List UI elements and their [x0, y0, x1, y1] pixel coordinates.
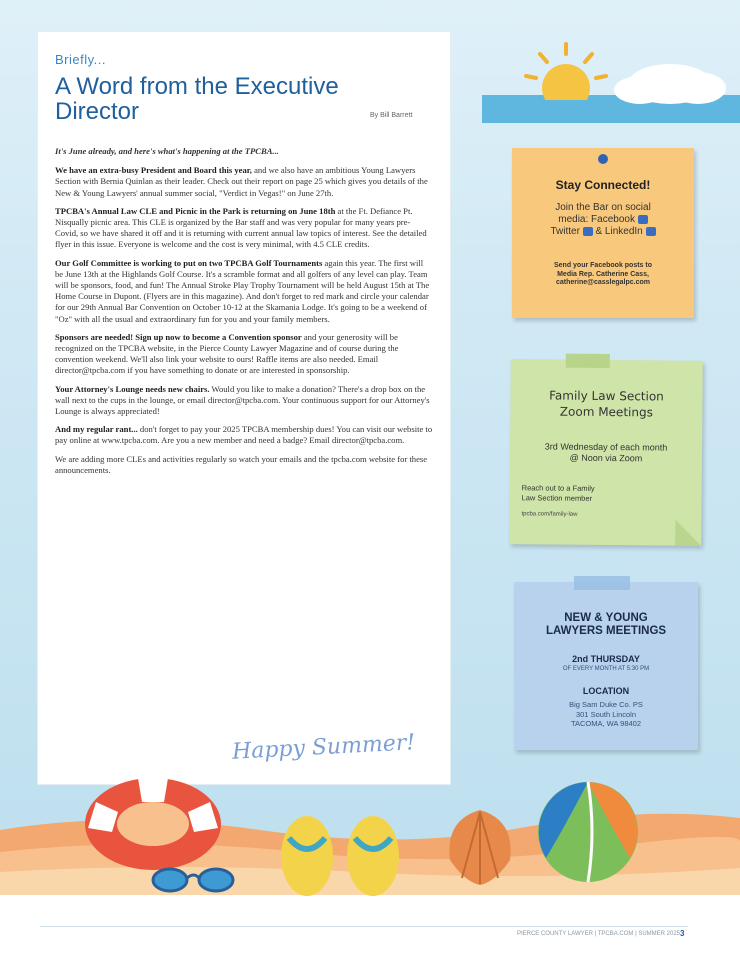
article-kicker: Briefly... — [55, 52, 106, 67]
article-byline: By Bill Barrett — [370, 112, 413, 119]
stay-connected-text: Join the Bar on social media: Facebook Twitter & LinkedIn — [526, 202, 680, 238]
tape — [566, 354, 610, 368]
page-number: 3 — [680, 929, 685, 938]
twitter-icon[interactable] — [583, 227, 593, 236]
seashell-icon — [440, 800, 520, 890]
life-ring-icon — [78, 762, 228, 872]
family-law-title: Family Law Section Zoom Meetings — [549, 388, 664, 420]
sun-icon — [520, 40, 612, 100]
stay-connected-title: Stay Connected! — [555, 178, 651, 192]
article-paragraph: Sponsors are needed! Sign up now to become a Convention sponsor and your generosity will be recognized on the TPCBA website, in the Pierce County Lawyer Magazine and of course during the convention weekend. We'll also link your website to ours! Raffle items are also needed. Email director@tpcba.com if you have something to donate or are interested in sponsorship. — [55, 331, 399, 376]
footer-rule — [40, 926, 688, 927]
facebook-icon[interactable] — [638, 215, 648, 224]
new-young-lawyers-note — [514, 582, 698, 750]
article-intro: It's June already, and here's what's happening at the TPCBA... — [55, 146, 279, 156]
beach-ball-icon — [534, 778, 642, 886]
footer-text: PIERCE COUNTY LAWYER | TPCBA.COM | SUMMER 2025 — [516, 931, 680, 937]
stay-connected-note — [512, 148, 694, 318]
pin-icon — [598, 154, 608, 164]
article-paragraph: Your Attorney's Lounge needs new chairs. Would you like to make a donation? There's a drop box on the wall next to the cups in the lounge, or email director@tpcba.com. Your continuous support for our Attorney's Lounge is always appreciated! — [55, 383, 430, 417]
family-law-reach: Reach out to a Family Law Section member — [521, 483, 595, 503]
article-paragraph: We are adding more CLEs and activities regularly so watch your emails and the tpcba.com website for these announcements. — [55, 453, 428, 475]
article-body — [55, 146, 433, 483]
nyl-day: 2nd THURSDAY — [572, 654, 640, 664]
article-paragraph: We have an extra-busy President and Board this year, and we also have an ambitious Young Lawyers Section with Bernia Quinlan as their leader. Check out their report on page 25 which gives you details of the New & Young Lawyers' annual summer social, "Verdict in Vegas!" on June 27th. — [55, 165, 428, 198]
stay-connected-contact: Send your Facebook posts to Media Rep. Catherine Cass, catherine@casslegalpc.com — [524, 262, 682, 288]
family-law-link[interactable]: tpcba.com/family-law — [521, 511, 578, 518]
sunglasses-icon — [150, 866, 238, 894]
article-paragraph: And my regular rant... don't forget to pay your 2025 TPCBA membership dues! You can visit our website to pay online at www.tpcba.com. Are you a new member and need a badge? Email director@tpcba.com. — [55, 424, 433, 446]
article-headline: A Word from the Executive Director — [55, 73, 339, 125]
contact-email-link[interactable]: catherine@casslegalpc.com — [556, 279, 650, 287]
linkedin-icon[interactable] — [646, 227, 656, 236]
family-law-note — [509, 359, 703, 546]
family-law-schedule: 3rd Wednesday of each month @ Noon via Zoom — [544, 441, 668, 464]
signoff-text: Happy Summer! — [231, 730, 416, 765]
flip-flops-icon — [265, 808, 415, 898]
article-paragraph: TPCBA's Annual Law CLE and Picnic in the Park is returning on June 18th at the Ft. Defiance Pt. Nisqually picnic area. This CLE is organized by the Bar staff and was very popular for many years pre-Covid, so we have shared it off and it is returning with current annual law topics of interest. See the detailed flyer in this issue. Everyone is welcome and the cost is very minimal, with 4.5 CLE credits. — [55, 205, 427, 250]
cloud-icon — [600, 50, 730, 105]
tape — [574, 576, 630, 590]
nyl-location-label: LOCATION — [582, 686, 630, 696]
nyl-time: OF EVERY MONTH AT 5:30 PM — [562, 666, 650, 672]
nyl-title: NEW & YOUNG LAWYERS MEETINGS — [545, 612, 667, 637]
article-paragraph: Our Golf Committee is working to put on two TPCBA Golf Tournaments again this year. The first will be June 13th at the Highlands Golf Course. It's a scramble format and all golfers of any level can play. Team will be sponsors, food, and fun! The Annual Stroke Play Trophy Tournament will be held August 15th at The Home Course in Dupont. (Flyers are in this magazine). And don't forget to red mark and circle your calendar for our 29th Annual Bar Convention on October 10-12 at the Skamania Lodge. It's going to be a weekend of "Oz" with all the usual and extraordinary fun for you and your family members. — [55, 257, 430, 324]
page-curl — [675, 520, 701, 546]
nyl-location: Big Sam Duke Co. PS 301 South Lincoln TACOMA, WA 98402 — [569, 700, 643, 728]
